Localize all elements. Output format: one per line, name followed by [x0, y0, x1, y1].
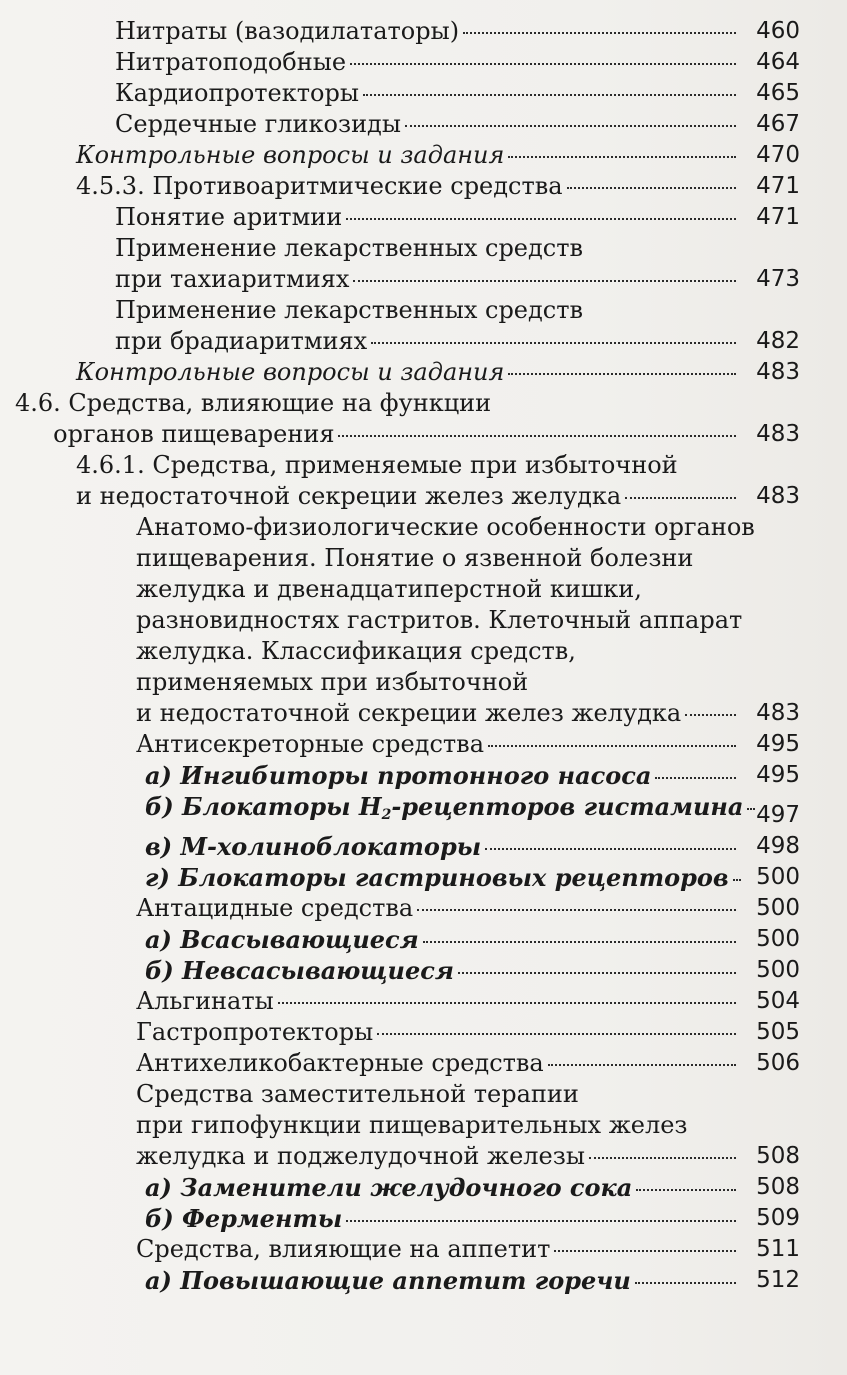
toc-entry [136, 1017, 800, 1048]
page-number: 473 [756, 266, 800, 292]
page-number: 512 [756, 1267, 800, 1293]
toc-entry-title: и недостаточной секреции желез желудка [136, 699, 682, 727]
page-number: 470 [756, 142, 800, 168]
page-number: 495 [756, 762, 800, 788]
page-number: 508 [756, 1174, 800, 1200]
page-number: 467 [756, 111, 800, 137]
toc-entry-title: а) Заменители желудочного сока [145, 1173, 633, 1202]
toc-entry-title-line: пищеварения. Понятие о язвенной болезни [136, 544, 694, 572]
toc-entry-title: при тахиаритмиях [115, 265, 350, 293]
dot-leader [353, 280, 736, 282]
toc-entry [136, 986, 800, 1017]
toc-entry [115, 16, 800, 47]
toc-entry-title: Контрольные вопросы и задания [76, 358, 505, 386]
page-number: 471 [756, 204, 800, 230]
dot-leader [363, 94, 736, 96]
dot-leader [458, 972, 736, 974]
dot-leader [635, 1282, 736, 1284]
toc-entry-title: в) М-холиноблокаторы [145, 832, 482, 861]
toc-entry [115, 202, 800, 233]
toc-entry-title: Антацидные средства [136, 894, 414, 922]
toc-entry [145, 955, 800, 986]
dot-leader [567, 187, 736, 189]
toc-entry [115, 109, 800, 140]
toc-entry [115, 233, 800, 295]
dot-leader [417, 909, 736, 911]
page-number: 504 [756, 988, 800, 1014]
dot-leader [625, 497, 736, 499]
dot-leader [405, 125, 736, 127]
toc-entry [136, 1079, 800, 1172]
toc-entry [136, 512, 800, 729]
toc-entry-title-line: желудка и двенадцатиперстной кишки, [136, 575, 642, 603]
dot-leader [508, 373, 736, 375]
page-number: 500 [756, 864, 800, 890]
page-number: 505 [756, 1019, 800, 1045]
toc-entry [145, 1203, 800, 1234]
toc-entry-title: а) Ингибиторы протонного насоса [145, 761, 652, 790]
subscript: 2 [381, 807, 392, 823]
toc-entry [115, 47, 800, 78]
page-number: 483 [756, 421, 800, 447]
page-number: 511 [756, 1236, 800, 1262]
page-number: 506 [756, 1050, 800, 1076]
toc-entry-title: г) Блокаторы гастриновых рецепторов [145, 863, 729, 892]
page-number: 483 [756, 483, 800, 509]
toc-entry [145, 760, 800, 791]
toc-entry [136, 1234, 800, 1265]
toc-entry [76, 450, 800, 512]
toc-entry-title: при брадиаритмиях [115, 327, 368, 355]
toc-entry-title: Контрольные вопросы и задания [76, 141, 505, 169]
page-number: 464 [756, 49, 800, 75]
dot-leader [377, 1033, 736, 1035]
toc-entry-title-line: Применение лекарственных средств [115, 296, 584, 324]
toc-entry-title: Альгинаты [136, 987, 274, 1015]
page-number: 465 [756, 80, 800, 106]
toc-entry-title: б) Ферменты [145, 1204, 343, 1233]
table-of-contents [0, 16, 800, 1296]
toc-entry [145, 1172, 800, 1203]
toc-entry [145, 1265, 800, 1296]
toc-entry [76, 171, 800, 202]
toc-entry-title-line: Анатомо-физиологические особенности органов [136, 513, 755, 541]
page-number: 509 [756, 1205, 800, 1231]
dot-leader [636, 1189, 736, 1191]
toc-entry [115, 295, 800, 357]
toc-entry-title-line: применяемых при избыточной [136, 668, 529, 696]
toc-entry-title: Нитраты (вазодилататоры) [115, 17, 460, 45]
page-number: 500 [756, 957, 800, 983]
toc-title-part: -рецепторов гистамина [391, 792, 744, 821]
toc-entry-title: б) Невсасывающиеся [145, 956, 454, 985]
toc-entry-title: Нитратоподобные [115, 48, 347, 76]
dot-leader [346, 218, 736, 220]
toc-entry [76, 140, 800, 171]
toc-entry-title: Антихеликобактерные средства [136, 1049, 544, 1077]
dot-leader [350, 63, 736, 65]
toc-entry-title-line: Средства заместительной терапии [136, 1080, 579, 1108]
page-number: 482 [756, 328, 800, 354]
page-number: 497 [756, 802, 800, 828]
toc-entry [76, 357, 800, 388]
toc-entry-title: Гастропротекторы [136, 1018, 374, 1046]
dot-leader [685, 714, 736, 716]
dot-leader [423, 941, 736, 943]
dot-leader [554, 1250, 736, 1252]
toc-entry-title: а) Повышающие аппетит горечи [145, 1266, 631, 1295]
toc-entry-title: Средства, влияющие на аппетит [136, 1235, 551, 1263]
toc-entry-title [145, 791, 743, 831]
toc-entry [145, 791, 800, 831]
dot-leader [508, 156, 736, 158]
page-number: 498 [756, 833, 800, 859]
page-number: 483 [756, 700, 800, 726]
toc-entry-title-line: Применение лекарственных средств [115, 234, 584, 262]
toc-entry-title-line: при гипофункции пищеварительных желез [136, 1111, 688, 1139]
toc-entry [15, 388, 800, 450]
dot-leader [485, 848, 736, 850]
toc-entry [136, 893, 800, 924]
toc-entry-title: желудка и поджелудочной железы [136, 1142, 585, 1170]
page-number: 495 [756, 731, 800, 757]
toc-entry-title-line: 4.6. Средства, влияющие на функции [15, 389, 492, 417]
page-number: 483 [756, 359, 800, 385]
toc-entry-title: Антисекреторные средства [136, 730, 484, 758]
toc-entry-title: а) Всасывающиеся [145, 925, 419, 954]
toc-entry [115, 78, 800, 109]
dot-leader [548, 1064, 736, 1066]
toc-entry [136, 1048, 800, 1079]
toc-entry-title-line: 4.6.1. Средства, применяемые при избыточной [76, 451, 678, 479]
dot-leader [463, 32, 736, 34]
dot-leader [371, 342, 736, 344]
page-number: 500 [756, 895, 800, 921]
toc-entry-title: Кардиопротекторы [115, 79, 359, 107]
dot-leader [655, 777, 736, 779]
toc-entry-title: и недостаточной секреции желез желудка [76, 482, 622, 510]
page-number: 500 [756, 926, 800, 952]
toc-title-part: б) Блокаторы H [145, 792, 382, 821]
toc-entry [145, 831, 800, 862]
page-number: 508 [756, 1143, 800, 1169]
dot-leader [338, 435, 736, 437]
toc-entry-title: Понятие аритмии [115, 203, 343, 231]
toc-entry-title-line: разновидностях гастритов. Клеточный аппарат [136, 606, 743, 634]
dot-leader [733, 879, 741, 881]
dot-leader [278, 1002, 736, 1004]
page-number: 460 [756, 18, 800, 44]
toc-entry [136, 729, 800, 760]
toc-entry-title: органов пищеварения [15, 420, 335, 448]
toc-entry-title: 4.5.3. Противоаритмические средства [76, 172, 563, 200]
toc-entry-title: Сердечные гликозиды [115, 110, 401, 138]
page-number: 471 [756, 173, 800, 199]
toc-entry [145, 862, 800, 893]
dot-leader [589, 1157, 736, 1159]
dot-leader [346, 1220, 736, 1222]
toc-entry [145, 924, 800, 955]
toc-entry-title-line: желудка. Классификация средств, [136, 637, 576, 665]
dot-leader [488, 745, 736, 747]
